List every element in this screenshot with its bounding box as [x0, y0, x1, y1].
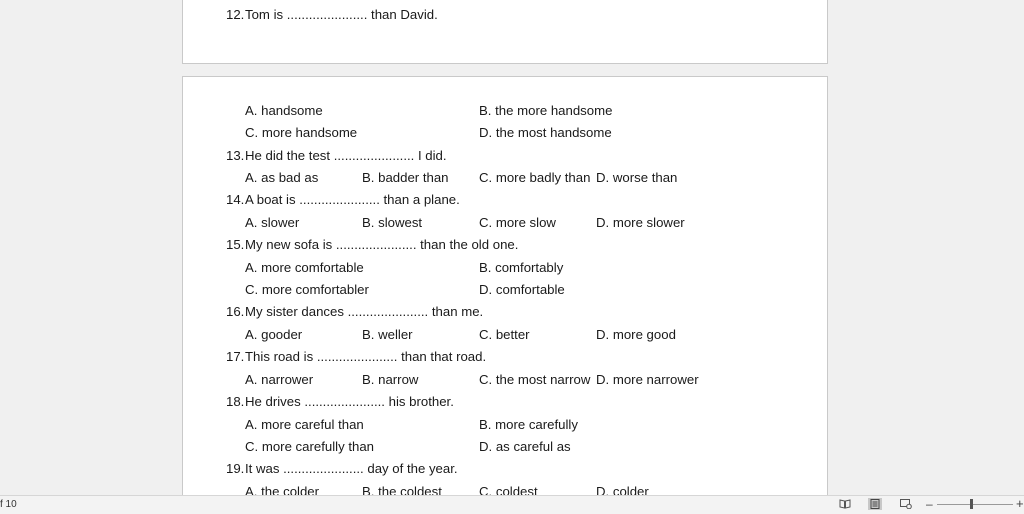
- option-c: C. more slow: [479, 215, 556, 230]
- option-a: A. handsome: [245, 103, 323, 118]
- option-b: B. badder than: [362, 170, 449, 185]
- option-d: D. worse than: [596, 170, 678, 185]
- option-b: B. narrow: [362, 372, 419, 387]
- question-text: A boat is ...................... than a plane.: [245, 192, 460, 207]
- question-text: He drives ...................... his brother.: [245, 394, 454, 409]
- option-a: A. narrower: [245, 372, 314, 387]
- option-c: C. more comfortabler: [245, 282, 369, 297]
- question-number: 18.: [226, 394, 245, 409]
- zoom-slider-track[interactable]: [937, 504, 1013, 505]
- option-b: B. more carefully: [479, 417, 578, 432]
- question-number: 16.: [226, 304, 245, 319]
- option-a: A. more careful than: [245, 417, 364, 432]
- question-number: 19.: [226, 461, 245, 476]
- question-number: 15.: [226, 237, 245, 252]
- option-c: C. coldest: [479, 484, 538, 495]
- question-text: This road is ...................... than that road.: [245, 349, 487, 364]
- web-layout-icon[interactable]: [899, 498, 913, 510]
- option-b: B. comfortably: [479, 260, 564, 275]
- option-b: B. weller: [362, 327, 413, 342]
- option-a: A. as bad as: [245, 170, 319, 185]
- option-b: B. slowest: [362, 215, 423, 230]
- option-d: D. more slower: [596, 215, 685, 230]
- question-text: My sister dances ...................... than me.: [245, 304, 484, 319]
- option-c: C. more handsome: [245, 125, 358, 140]
- option-a: A. slower: [245, 215, 300, 230]
- option-d: D. the most handsome: [479, 125, 612, 140]
- option-b: B. the more handsome: [479, 103, 613, 118]
- option-d: D. more good: [596, 327, 676, 342]
- page-count-indicator[interactable]: f 10: [0, 499, 17, 510]
- option-d: D. more narrower: [596, 372, 699, 387]
- question-number: 14.: [226, 192, 245, 207]
- option-c: C. the most narrow: [479, 372, 591, 387]
- print-layout-icon[interactable]: [868, 498, 882, 510]
- question-number: 17.: [226, 349, 245, 364]
- option-a: A. more comfortable: [245, 260, 364, 275]
- document-page[interactable]: [182, 0, 828, 64]
- option-c: C. more badly than: [479, 170, 591, 185]
- read-mode-icon[interactable]: [838, 498, 852, 510]
- option-a: A. the colder: [245, 484, 320, 495]
- option-d: D. as careful as: [479, 439, 571, 454]
- question-text: My new sofa is ...................... than the old one.: [245, 237, 519, 252]
- zoom-slider-thumb[interactable]: [970, 499, 973, 509]
- option-c: C. better: [479, 327, 530, 342]
- question-text: Tom is ...................... than David.: [245, 7, 438, 22]
- question-number: 13.: [226, 148, 245, 163]
- option-d: D. comfortable: [479, 282, 565, 297]
- question-text: He did the test ...................... I did.: [245, 148, 447, 163]
- question-text: It was ...................... day of the year.: [245, 461, 458, 476]
- document-page[interactable]: [182, 76, 828, 495]
- zoom-in-button[interactable]: +: [1016, 496, 1024, 511]
- question-number: 12.: [226, 7, 245, 22]
- option-b: B. the coldest: [362, 484, 442, 495]
- option-d: D. colder: [596, 484, 649, 495]
- zoom-out-button[interactable]: –: [926, 497, 933, 511]
- option-a: A. gooder: [245, 327, 303, 342]
- status-bar: [0, 495, 1024, 514]
- option-c: C. more carefully than: [245, 439, 374, 454]
